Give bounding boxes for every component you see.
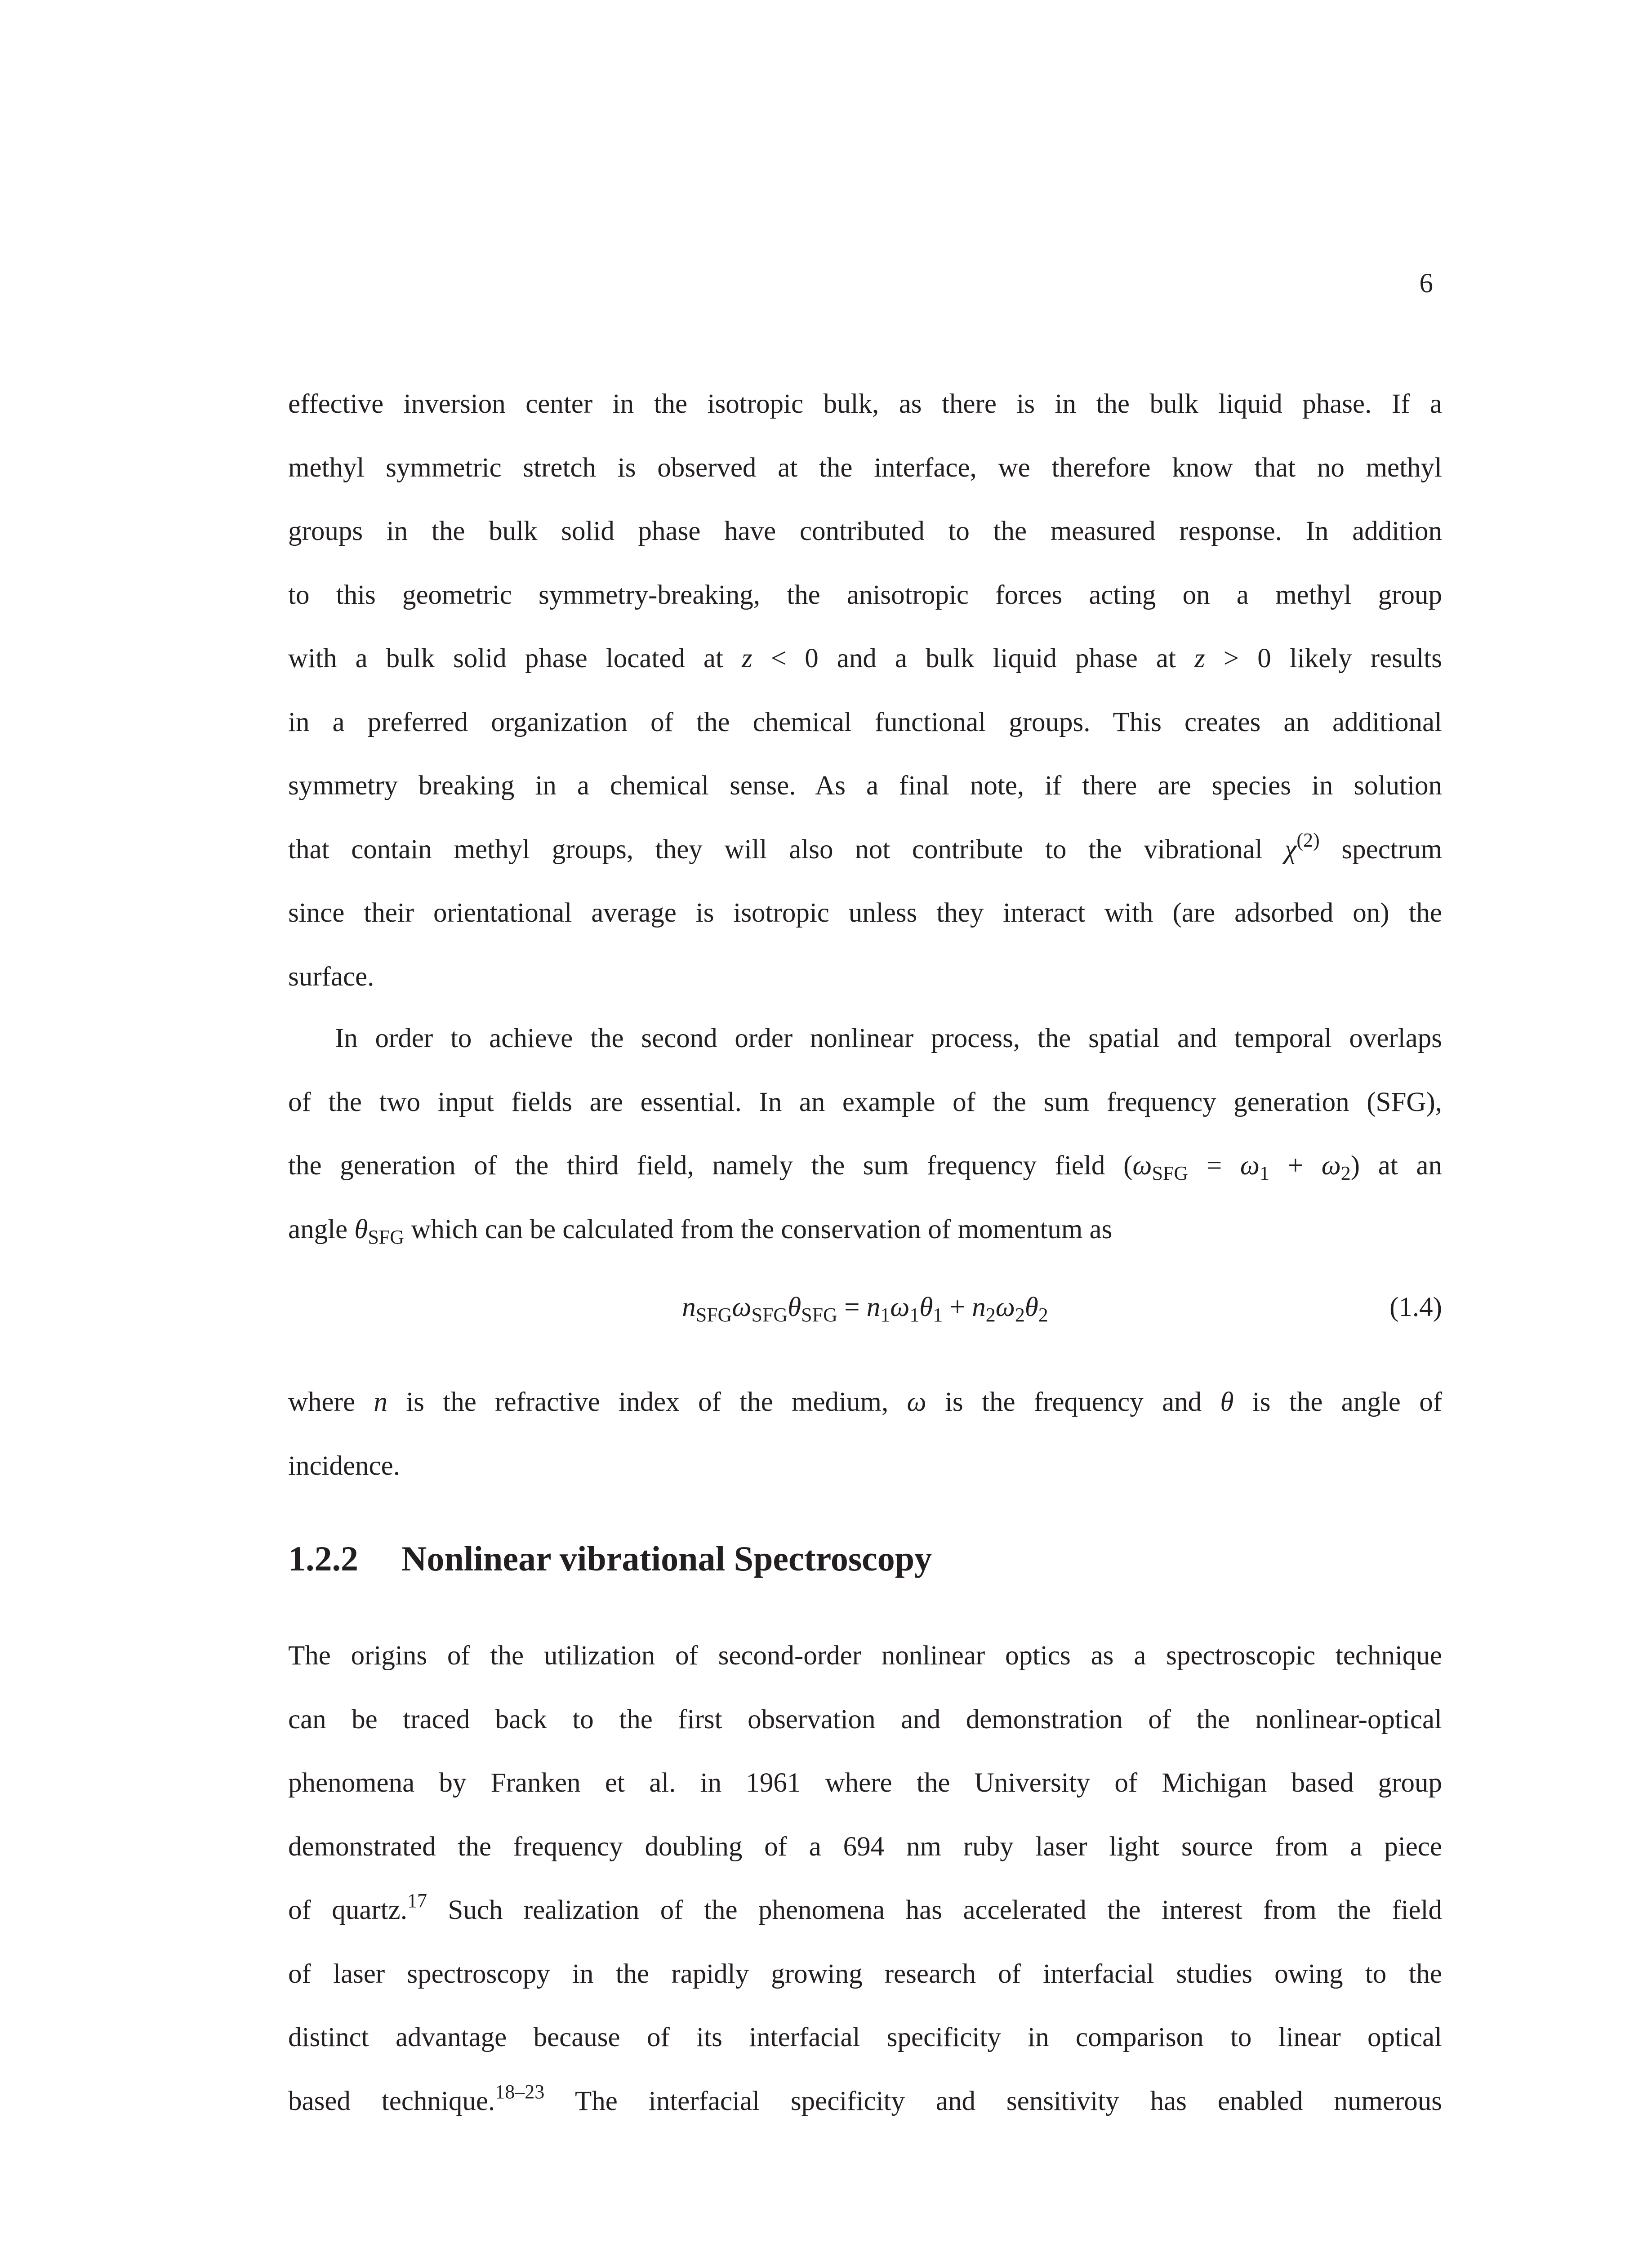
text-line: symmetry breaking in a chemical sense. As a final note, if there are species in solution [288, 771, 1442, 801]
math-subscript: 2 [1340, 1162, 1351, 1184]
text-line: of laser spectroscopy in the rapidly growing research of interfacial studies owing to the [288, 1958, 1442, 1989]
text-run: < 0 and a bulk liquid phase at [752, 643, 1194, 674]
math-theta: θ [788, 1292, 802, 1322]
math-superscript: (2) [1296, 829, 1320, 851]
math-operator: = [837, 1292, 867, 1322]
math-theta: θ [1220, 1387, 1234, 1417]
text-run: with a bulk solid phase located at [288, 643, 742, 674]
section-heading [288, 1538, 932, 1580]
math-n: n [374, 1387, 387, 1417]
math-omega: ω [1321, 1151, 1341, 1181]
math-omega: ω [1132, 1151, 1152, 1181]
math-chi: χ [1284, 834, 1297, 865]
text-run: The interfacial specificity and sensitivity has enabled numerous [544, 2086, 1442, 2116]
text-line: demonstrated the frequency doubling of a 694 nm ruby laser light source from a piece [288, 1831, 1442, 1862]
text-run: In order to achieve the second order nonlinear process, the spatial and temporal overlaps [335, 1023, 1442, 1053]
text-line [288, 627, 1442, 691]
text-run: is the refractive index of the medium, [387, 1387, 907, 1417]
math-operator: + [1269, 1151, 1322, 1181]
math-subscript: SFG [695, 1304, 732, 1326]
math-subscript: SFG [751, 1304, 788, 1326]
text-run: of quartz. [288, 1895, 407, 1925]
paragraph-origins [288, 1624, 1442, 2133]
equation-number: (1.4) [1389, 1292, 1442, 1322]
math-subscript: 1 [933, 1304, 943, 1326]
math-n: n [972, 1292, 986, 1322]
text-run: > 0 likely results [1205, 643, 1442, 674]
page-number: 6 [1419, 268, 1433, 299]
text-line [288, 1370, 1442, 1434]
text-line [288, 2070, 1442, 2133]
math-subscript: 1 [909, 1304, 920, 1326]
math-operator: = [1188, 1151, 1240, 1181]
math-omega: ω [890, 1292, 910, 1322]
math-omega: ω [907, 1387, 926, 1417]
text-line: distinct advantage because of its interfacial specificity in comparison to linear optical [288, 2022, 1442, 2052]
text-line: to this geometric symmetry-breaking, the anisotropic forces acting on a methyl group [288, 580, 1442, 610]
math-n: n [682, 1292, 696, 1322]
paragraph-where [288, 1370, 1442, 1498]
text-line [288, 1198, 1442, 1262]
paragraph-continuation [288, 372, 1442, 1008]
math-variable: z [1194, 643, 1205, 674]
math-omega: ω [732, 1292, 752, 1322]
section-number: 1.2.2 [288, 1539, 358, 1578]
text-line: of the two input fields are essential. In an example of the sum frequency generation (SFG), [288, 1087, 1442, 1117]
math-theta: θ [354, 1214, 368, 1244]
citation-superscript: 18–23 [495, 2080, 545, 2103]
math-subscript: 2 [1038, 1304, 1048, 1326]
paragraph-sfg [288, 1007, 1442, 1261]
math-subscript: SFG [801, 1304, 837, 1326]
text-line: since their orientational average is isotropic unless they interact with (are adsorbed on) the [288, 898, 1442, 928]
section-title: Nonlinear vibrational Spectroscopy [401, 1539, 932, 1578]
math-omega: ω [1240, 1151, 1260, 1181]
text-run: is the angle of [1233, 1387, 1443, 1417]
text-line [288, 1878, 1442, 1942]
text-line: phenomena by Franken et al. in 1961 where the University of Michigan based group [288, 1768, 1442, 1798]
text-line: can be traced back to the first observation and demonstration of the nonlinear-optical [288, 1704, 1442, 1735]
text-line: surface. [288, 961, 374, 992]
citation-superscript: 17 [407, 1890, 427, 1912]
text-line: in a preferred organization of the chemical functional groups. This creates an additional [288, 707, 1442, 737]
text-run: angle [288, 1214, 355, 1244]
text-run: which can be calculated from the conservation of momentum as [404, 1214, 1113, 1244]
text-line: incidence. [288, 1450, 400, 1481]
text-line: methyl symmetric stretch is observed at the interface, we therefore know that no methyl [288, 452, 1442, 483]
text-line [288, 1134, 1442, 1198]
math-omega: ω [995, 1292, 1015, 1322]
text-line [288, 818, 1442, 882]
math-operator: + [943, 1292, 972, 1322]
math-theta: θ [919, 1292, 933, 1322]
text-line: groups in the bulk solid phase have contributed to the measured response. In addition [288, 516, 1442, 546]
text-line: effective inversion center in the isotropic bulk, as there is in the bulk liquid phase. If a [288, 389, 1442, 419]
text-line [288, 1007, 1442, 1070]
text-line: The origins of the utilization of second-order nonlinear optics as a spectroscopic technique [288, 1641, 1442, 1671]
text-run: the generation of the third field, namely the sum frequency field ( [288, 1151, 1133, 1181]
equation-body [288, 1285, 1442, 1330]
text-run: based technique. [288, 2086, 495, 2116]
text-run: that contain methyl groups, they will also not contribute to the vibrational [288, 834, 1285, 865]
math-subscript: SFG [368, 1226, 405, 1248]
math-subscript: SFG [1152, 1162, 1189, 1184]
math-n: n [866, 1292, 881, 1322]
text-run: Such realization of the phenomena has accelerated the interest from the field [427, 1895, 1442, 1925]
math-subscript: 2 [985, 1304, 996, 1326]
text-run: where [288, 1387, 374, 1417]
math-subscript: 1 [880, 1304, 891, 1326]
math-subscript: 2 [1015, 1304, 1025, 1326]
text-run: spectrum [1319, 834, 1442, 865]
math-variable: z [742, 643, 753, 674]
math-theta: θ [1024, 1292, 1038, 1322]
text-run: ) at an [1350, 1151, 1443, 1181]
text-run: is the frequency and [926, 1387, 1220, 1417]
math-subscript: 1 [1260, 1162, 1269, 1184]
